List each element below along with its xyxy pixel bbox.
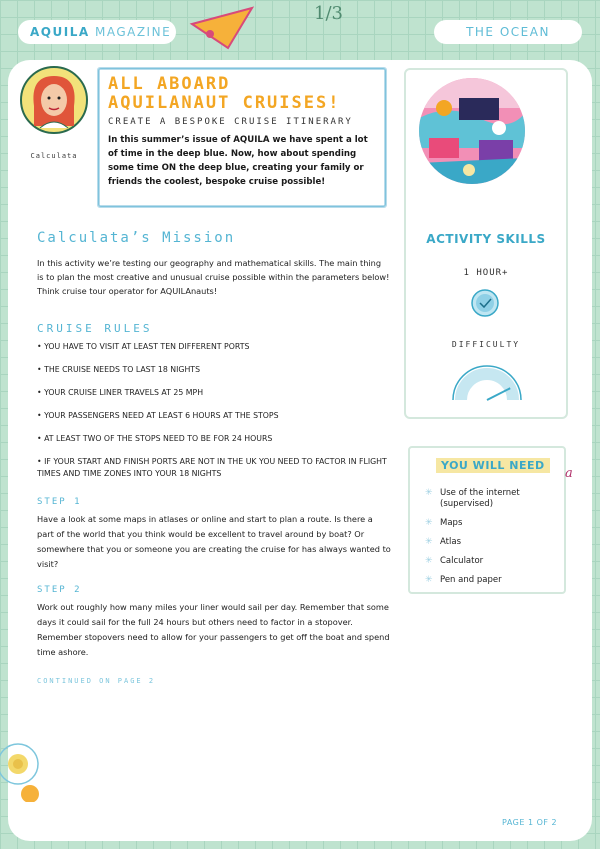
materials-item: ✳ Pen and paper [425,575,560,586]
fraction-decoration [314,2,343,24]
difficulty-label: DIFFICULTY [451,340,521,349]
materials-item: ✳ Maps [425,518,560,529]
rule-item: • YOUR PASSENGERS NEED AT LEAST 6 HOURS AT THE STOPS [37,411,279,420]
difficulty-gauge [447,356,527,406]
ocean-illustration [419,78,525,184]
rule-item: • AT LEAST TWO OF THE STOPS NEED TO BE FOR 24 HOURS [37,434,273,443]
sun-decoration [0,732,56,802]
mission-title: Calculata’s Mission [37,230,236,246]
continued-link[interactable]: CONTINUED ON PAGE 2 [37,677,156,685]
materials-item: ✳ Use of the internet (supervised) [425,488,560,510]
materials-list [425,488,560,594]
rule-item: • THE CRUISE NEEDS TO LAST 18 NIGHTS [37,365,201,374]
rule-item: • IF YOUR START AND FINISH PORTS ARE NOT IN THE UK YOU NEED TO FACTOR IN FLIGHT TIMES AND TIME ZONES INTO YOUR 18 NIGHTS [37,457,387,478]
page-number: PAGE 1 OF 2 [502,818,558,827]
materials-item: ✳ Calculator [425,556,560,567]
avatar-caption: Calculata [30,152,78,160]
mission-text: In this activity we’re testing our geography and mathematical skills. The main thing is to plan the most creative and unusual cruise possible within the parameters below! Think cruise tour operator for AQUILAnauts! [37,258,390,296]
materials-title: YOU WILL NEED [436,458,550,473]
magazine-name: AQUILA [30,25,90,39]
clock-icon [470,288,500,318]
intro-text: In this summer’s issue of AQUILA we have spent a lot of time in the deep blue. Now, how about spending some time ON the deep blue, creating your family or friends the coolest, bespoke cruise possible! [108,135,368,187]
step-2-title: STEP 2 [37,585,82,595]
activity-skills-title: ACTIVITY SKILLS [426,232,546,246]
materials-item: ✳ Atlas [425,537,560,548]
flag-decoration [188,4,258,52]
page-subtitle: CREATE A BESPOKE CRUISE ITINERARY [108,117,353,127]
rules-title: CRUISE RULES [37,322,153,335]
step-1-title: STEP 1 [37,497,82,507]
intro-box [97,67,387,208]
magazine-word: MAGAZINE [94,25,172,39]
rule-item: • YOU HAVE TO VISIT AT LEAST TEN DIFFERENT PORTS [37,342,250,351]
rules-list [37,341,392,491]
page-title: ALL ABOARD AQUILANAUT CRUISES! [108,74,341,113]
fraction-text: 1/3 [314,3,343,24]
magazine-pill [18,20,176,44]
section-pill: THE OCEAN [434,20,582,44]
time-estimate: 1 HOUR+ [463,268,509,278]
step-1-text: Have a look at some maps in atlases or online and start to plan a route. Is there a part of the world that you think would be excellent to travel around by boat? Or somewhere that you or someone you are creating the cruise for has always wanted to visit? [37,514,391,569]
calculata-avatar [20,66,88,134]
rule-item: • YOUR CRUISE LINER TRAVELS AT 25 MPH [37,388,204,397]
letter-decoration: a [565,466,573,481]
step-2-text: Work out roughly how many miles your liner would sail per day. Remember that some days it could sail for the full 24 hours but others need to factor in a stopover. Remember stopovers need to allow for your passengers to get off the boat and spend time ashore. [37,602,390,657]
